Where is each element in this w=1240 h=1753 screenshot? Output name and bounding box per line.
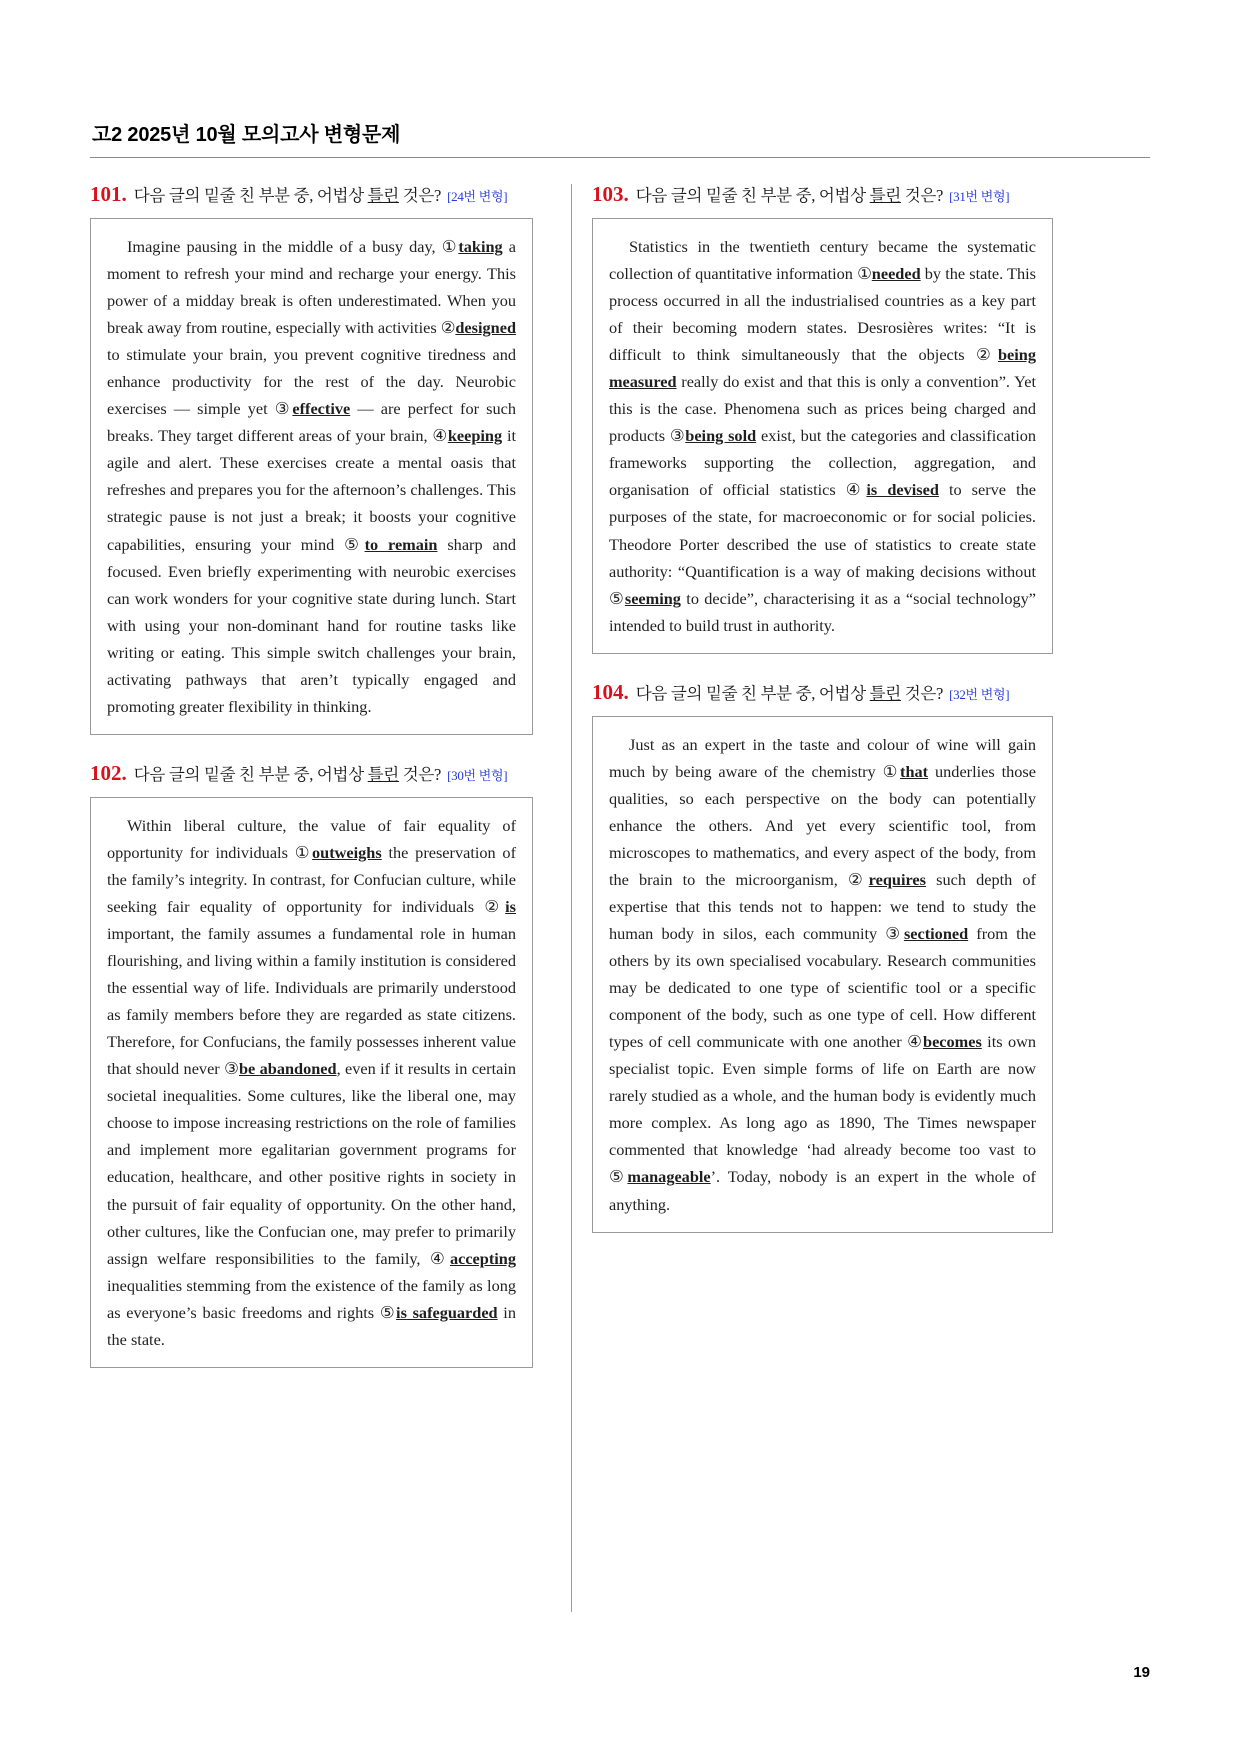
- prompt-before: 다음 글의 밑줄 친 부분 중, 어법상: [133, 764, 368, 784]
- question-block: [90, 761, 533, 1368]
- prompt-after: 것은?: [398, 764, 442, 784]
- passage-text: Within liberal culture, the value of fair equality of opportunity for individuals ①outweighs the preservation of the family’s integrity. In contrast, for Confucian culture, while seeking fair equality of opportunity for individuals ②is important, the family assumes a fundamental role in human flourishing, and living within a family institution is considered the essential way of life. Individuals are primarily understood as family members before they are regarded as state citizens. Therefore, for Confucians, the family possesses inherent value that should never ③be abandoned, even if it results in certain societal inequalities. Some cultures, like the liberal one, may choose to impose increasing restrictions on the role of families and implement more egalitarian government programs for education, healthcare, and other positive rights in society in the pursuit of fair equality of opportunity. On the other hand, other cultures, like the Confucian one, may prefer to primarily assign welfare responsibilities to the family, ④accepting inequalities stemming from the existence of the family as long as everyone’s basic freedoms and rights ⑤is safeguarded in the state.: [107, 815, 516, 1349]
- prompt-before: 다음 글의 밑줄 친 부분 중, 어법상: [635, 186, 870, 205]
- source-tag: [31번 변형]: [949, 189, 1010, 204]
- question-block: [592, 680, 1053, 1233]
- prompt-after: 것은?: [900, 683, 944, 703]
- left-column: [90, 182, 551, 1612]
- prompt-after: 것은?: [900, 186, 944, 205]
- two-column-body: [90, 182, 1150, 1612]
- question-number: 103.: [592, 182, 629, 206]
- question-block: [90, 182, 533, 735]
- page-number: 19: [1133, 1664, 1150, 1681]
- prompt-after: 것은?: [398, 186, 442, 205]
- prompt-before: 다음 글의 밑줄 친 부분 중, 어법상: [133, 186, 368, 205]
- source-tag: [32번 변형]: [949, 686, 1010, 702]
- header-divider: [90, 157, 1150, 158]
- right-column: [592, 182, 1053, 1612]
- question-header: [90, 761, 533, 786]
- passage-box: [90, 797, 533, 1368]
- question-header: [90, 182, 533, 207]
- page-title: 고2 2025년 10월 모의고사 변형문제: [92, 124, 401, 146]
- column-divider: [571, 184, 572, 1612]
- passage-box: [592, 218, 1053, 654]
- passage-text: Statistics in the twentieth century became the systematic collection of quantitative information ①needed by the state. This process occurred in all the industrialised countries as a key part of their becoming modern states. Desrosières writes: “It is difficult to think simultaneously that the objects ②being measured really do exist and that this is only a convention”. Yet this is the case. Phenomena such as prices being charged and products ③being sold exist, but the categories and classification frameworks supporting the collection, aggregation, and organisation of official statistics ④is devised to serve the purposes of the state, for macroeconomic or for social policies. Theodore Porter described the use of statistics to create state authority: “Quantification is a way of making decisions without ⑤seeming to decide”, characterising it as a “social technology” intended to build trust in authority.: [609, 237, 1037, 635]
- passage-box: [592, 716, 1053, 1233]
- passage-box: [90, 218, 533, 735]
- question-prompt: [134, 761, 441, 785]
- question-prompt: [636, 680, 943, 704]
- passage-text: Imagine pausing in the middle of a busy day, ①taking a moment to refresh your mind and recharge your energy. This power of a midday break is often underestimated. When you break away from routine, especially with activities ②designed to stimulate your brain, you prevent cognitive tiredness and enhance productivity for the rest of the day. Neurobic exercises — simple yet ③effective — are perfect for such breaks. They target different areas of your brain, ④keeping it agile and alert. These exercises create a mental oasis that refreshes and prepares you for the afternoon’s challenges. This strategic pause is not just a break; it boosts your cognitive capabilities, ensuring your mind ⑤to remain sharp and focused. Even briefly experimenting with neurobic exercises can work wonders for your cognitive state during lunch. Start with using your non‑dominant hand for routine tasks like writing or eating. This simple switch challenges your brain, activating pathways that aren’t typically engaged and promoting greater flexibility in thinking.: [107, 237, 517, 716]
- prompt-before: 다음 글의 밑줄 친 부분 중, 어법상: [635, 683, 870, 703]
- question-header: [592, 680, 1053, 705]
- prompt-keyword: 틀린: [869, 683, 901, 703]
- question-number: 102.: [90, 760, 127, 785]
- question-number: 104.: [592, 679, 629, 704]
- question-block: [592, 182, 1053, 654]
- prompt-keyword: 틀린: [869, 186, 901, 205]
- prompt-keyword: 틀린: [367, 186, 399, 205]
- question-header: [592, 182, 1053, 207]
- question-prompt: [636, 182, 943, 206]
- source-tag: [24번 변형]: [447, 189, 508, 204]
- question-prompt: [134, 182, 441, 206]
- source-tag: [30번 변형]: [447, 767, 508, 783]
- passage-text: Just as an expert in the taste and colour of wine will gain much by being aware of the chemistry ①that underlies those qualities, so each perspective on the body can potentially enhance the others. And yet every scientific tool, from microscopes to mathematics, and every aspect of the body, from the brain to the microorganism, ②requires such depth of expertise that this tends not to happen: we tend to study the human body in silos, each community ③sectioned from the others by its own specialised vocabulary. Research communities may be dedicated to one type of scientific tool or a specific component of the body, such as one type of cell. How different types of cell communicate with one another ④becomes its own specialist topic. Even simple forms of life on Earth are now rarely studied as a whole, and the human body is evidently much more complex. As long ago as 1890, The Times newspaper commented that knowledge ‘had already become too vast to ⑤manageable’. Today, nobody is an expert in the whole of anything.: [609, 734, 1036, 1214]
- question-number: 101.: [90, 182, 127, 206]
- prompt-keyword: 틀린: [367, 764, 399, 784]
